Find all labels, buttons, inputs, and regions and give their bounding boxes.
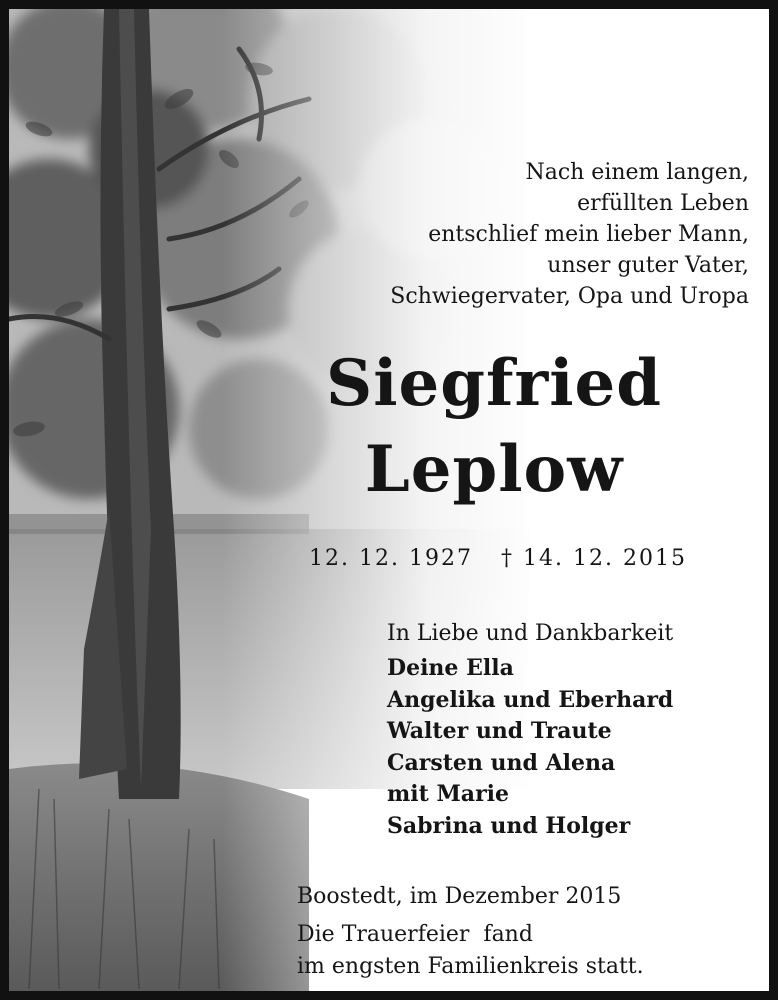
intro-line: entschlief mein lieber Mann, — [428, 222, 749, 247]
mourner-name: Carsten und Alena — [387, 749, 616, 776]
first-name: Siegfried — [325, 346, 663, 421]
mourners-list — [387, 653, 673, 842]
mourner-name: mit Marie — [387, 781, 510, 807]
funeral-line: Die Trauerfeier fand — [297, 922, 533, 947]
intro-line: erfüllten Leben — [577, 191, 749, 216]
last-name: Leplow — [364, 432, 624, 507]
deceased-name — [309, 341, 679, 513]
intro-line: Schwiegervater, Opa und Uropa — [390, 284, 749, 309]
mourner-name: Angelika und Eberhard — [387, 686, 674, 713]
mourners-intro: In Liebe und Dankbarkeit — [387, 621, 674, 646]
mourner-name: Deine Ella — [387, 655, 514, 681]
intro-line: unser guter Vater, — [547, 253, 749, 278]
birth-date: 12. 12. 1927 — [309, 546, 473, 571]
place-date: Boostedt, im Dezember 2015 — [297, 884, 622, 909]
funeral-line: im engsten Familienkreis statt. — [297, 954, 644, 979]
intro-text — [389, 157, 749, 312]
mourner-name: Sabrina und Holger — [387, 812, 631, 839]
death-date: † 14. 12. 2015 — [501, 546, 687, 571]
funeral-note — [297, 919, 644, 983]
intro-line: Nach einem langen, — [525, 160, 749, 185]
mourner-name: Walter und Traute — [387, 718, 612, 744]
